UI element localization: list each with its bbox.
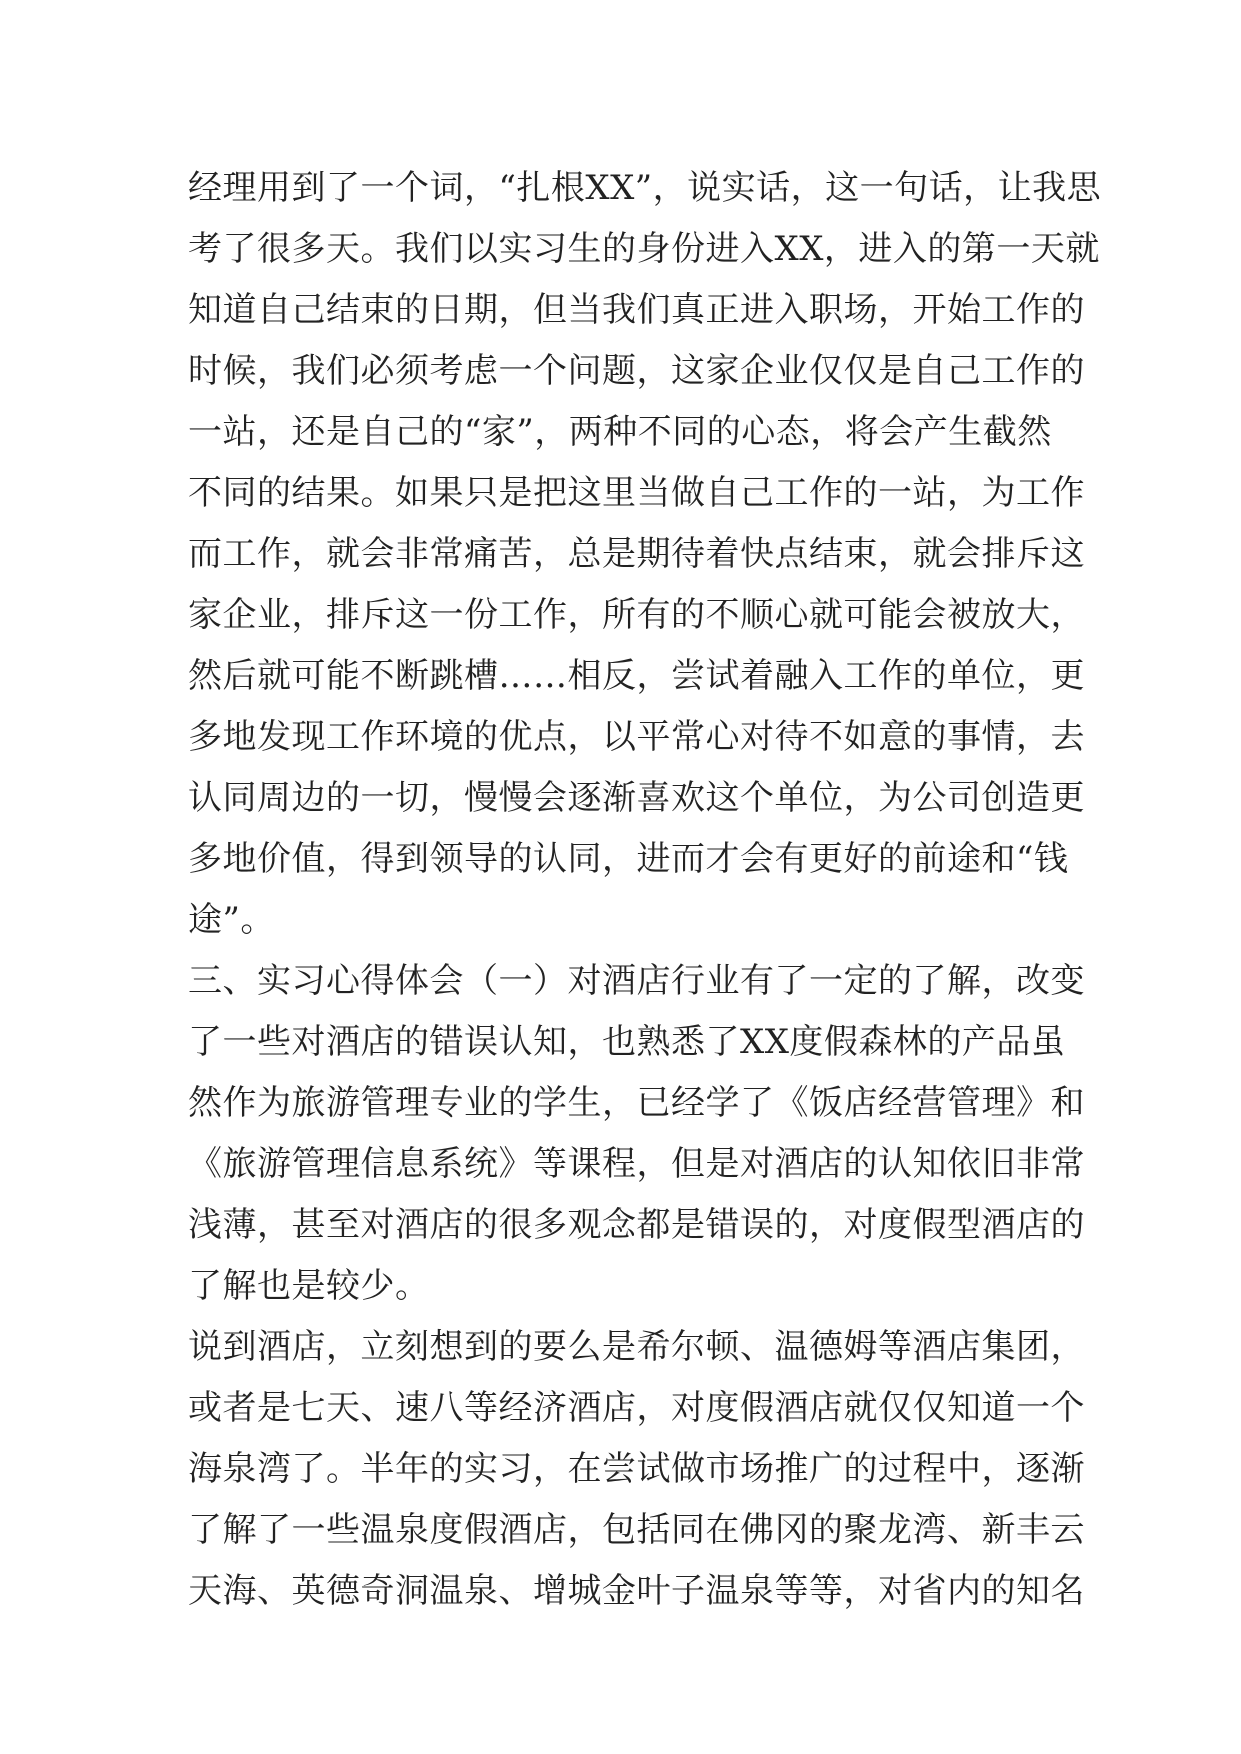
text-line: 然作为旅游管理专业的学生，已经学了《饭店经营管理》和 <box>188 1083 1085 1123</box>
text-line: 了解也是较少。 <box>188 1266 430 1306</box>
text-line: 考了很多天。我们以实习生的身份进入XX，进入的第一天就 <box>188 229 1100 269</box>
text-line: 说到酒店，立刻想到的要么是希尔顿、温德姆等酒店集团， <box>188 1327 1085 1367</box>
text-line: 浅薄，甚至对酒店的很多观念都是错误的，对度假型酒店的 <box>188 1205 1085 1245</box>
text-line: 《旅游管理信息系统》等课程，但是对酒店的认知依旧非常 <box>188 1144 1085 1184</box>
text-line: 多地价值，得到领导的认同，进而才会有更好的前途和“钱 <box>188 839 1069 879</box>
text-line: 经理用到了一个词，“扎根XX”，说实话，这一句话，让我思 <box>188 168 1102 208</box>
text-line: 了解了一些温泉度假酒店，包括同在佛冈的聚龙湾、新丰云 <box>188 1510 1085 1550</box>
text-line: 途”。 <box>188 900 275 940</box>
text-line: 时候，我们必须考虑一个问题，这家企业仅仅是自己工作的 <box>188 351 1085 391</box>
text-line: 然后就可能不断跳槽……相反，尝试着融入工作的单位，更 <box>188 656 1085 696</box>
text-line: 多地发现工作环境的优点，以平常心对待不如意的事情，去 <box>188 717 1085 757</box>
text-line: 一站，还是自己的“家”，两种不同的心态，将会产生截然 <box>188 412 1052 452</box>
text-line: 家企业，排斥这一份工作，所有的不顺心就可能会被放大， <box>188 595 1085 635</box>
text-line: 不同的结果。如果只是把这里当做自己工作的一站，为工作 <box>188 473 1085 513</box>
text-line: 海泉湾了。半年的实习，在尝试做市场推广的过程中，逐渐 <box>188 1449 1085 1489</box>
body-text <box>188 158 1102 1622</box>
text-line: 了一些对酒店的错误认知，也熟悉了XX度假森林的产品虽 <box>188 1022 1066 1062</box>
text-line: 或者是七天、速八等经济酒店，对度假酒店就仅仅知道一个 <box>188 1388 1085 1428</box>
text-line: 知道自己结束的日期，但当我们真正进入职场，开始工作的 <box>188 290 1085 330</box>
text-line: 三、实习心得体会（一）对酒店行业有了一定的了解，改变 <box>188 961 1085 1001</box>
text-line: 而工作，就会非常痛苦，总是期待着快点结束，就会排斥这 <box>188 534 1085 574</box>
text-line: 认同周边的一切，慢慢会逐渐喜欢这个单位，为公司创造更 <box>188 778 1085 818</box>
text-line: 天海、英德奇洞温泉、增城金叶子温泉等等，对省内的知名 <box>188 1571 1085 1611</box>
